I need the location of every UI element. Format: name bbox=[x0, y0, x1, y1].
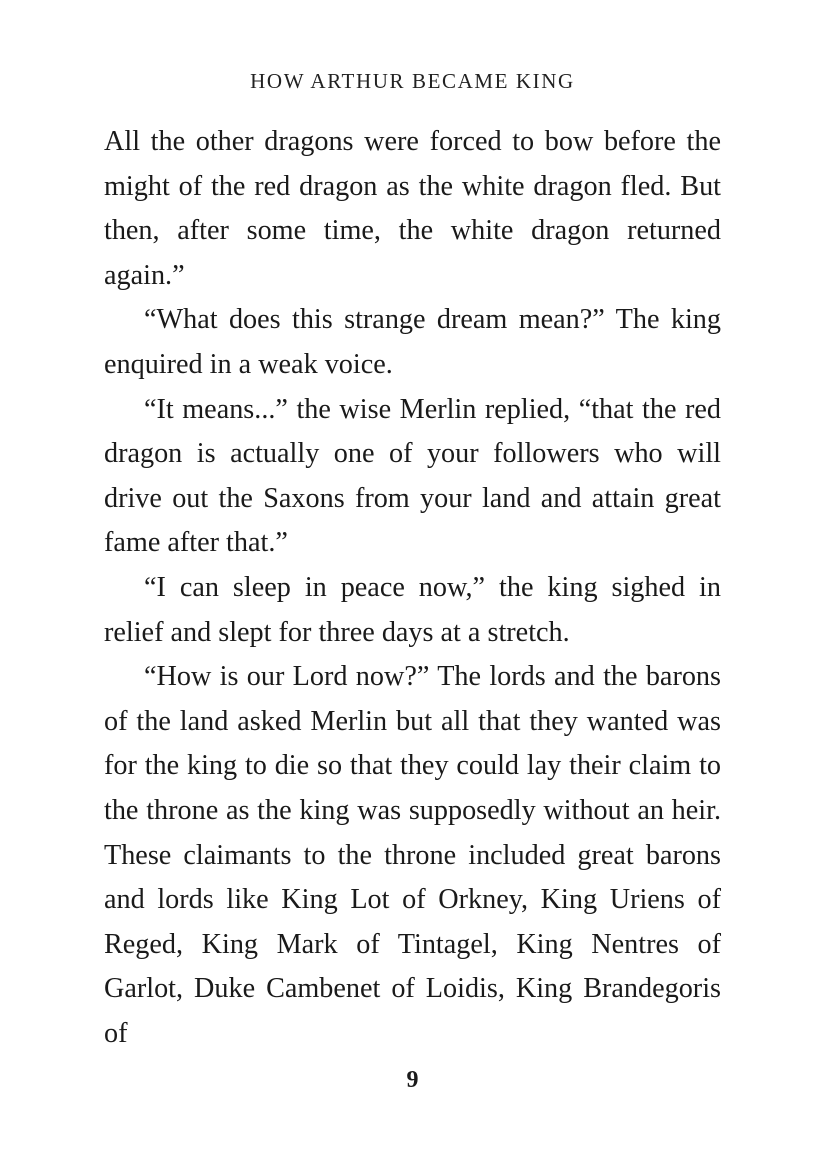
paragraph-claimants: “How is our Lord now?” The lords and the barons of the land asked Merlin but all that they wanted was for the king to die so that they could lay their claim to the throne as the king was supposedly without an heir. These claimants to the throne included great barons and lords like King Lot of Orkney, King Uriens of Reged, King Mark of Tintagel, King Nentres of Garlot, Duke Cambenet of Loidis, King Brandegoris of bbox=[104, 661, 721, 1049]
paragraph-king-sleeps: “I can sleep in peace now,” the king sighed in relief and slept for three days at a stretch. bbox=[104, 571, 721, 648]
paragraph-merlin-reply: “It means...” the wise Merlin replied, “that the red dragon is actually one of your followers who will drive out the Saxons from your land and attain great fame after that.” bbox=[104, 393, 721, 559]
page-number: 9 bbox=[406, 1067, 419, 1093]
body-text bbox=[104, 120, 721, 1056]
paragraph-dream-question: “What does this strange dream mean?” The king enquired in a weak voice. bbox=[104, 304, 721, 380]
paragraph-continuation: All the other dragons were forced to bow before the might of the red dragon as the white dragon fled. But then, after some time, the white dragon returned again.” bbox=[104, 126, 721, 291]
running-head: HOW ARTHUR BECAME KING bbox=[250, 69, 575, 93]
